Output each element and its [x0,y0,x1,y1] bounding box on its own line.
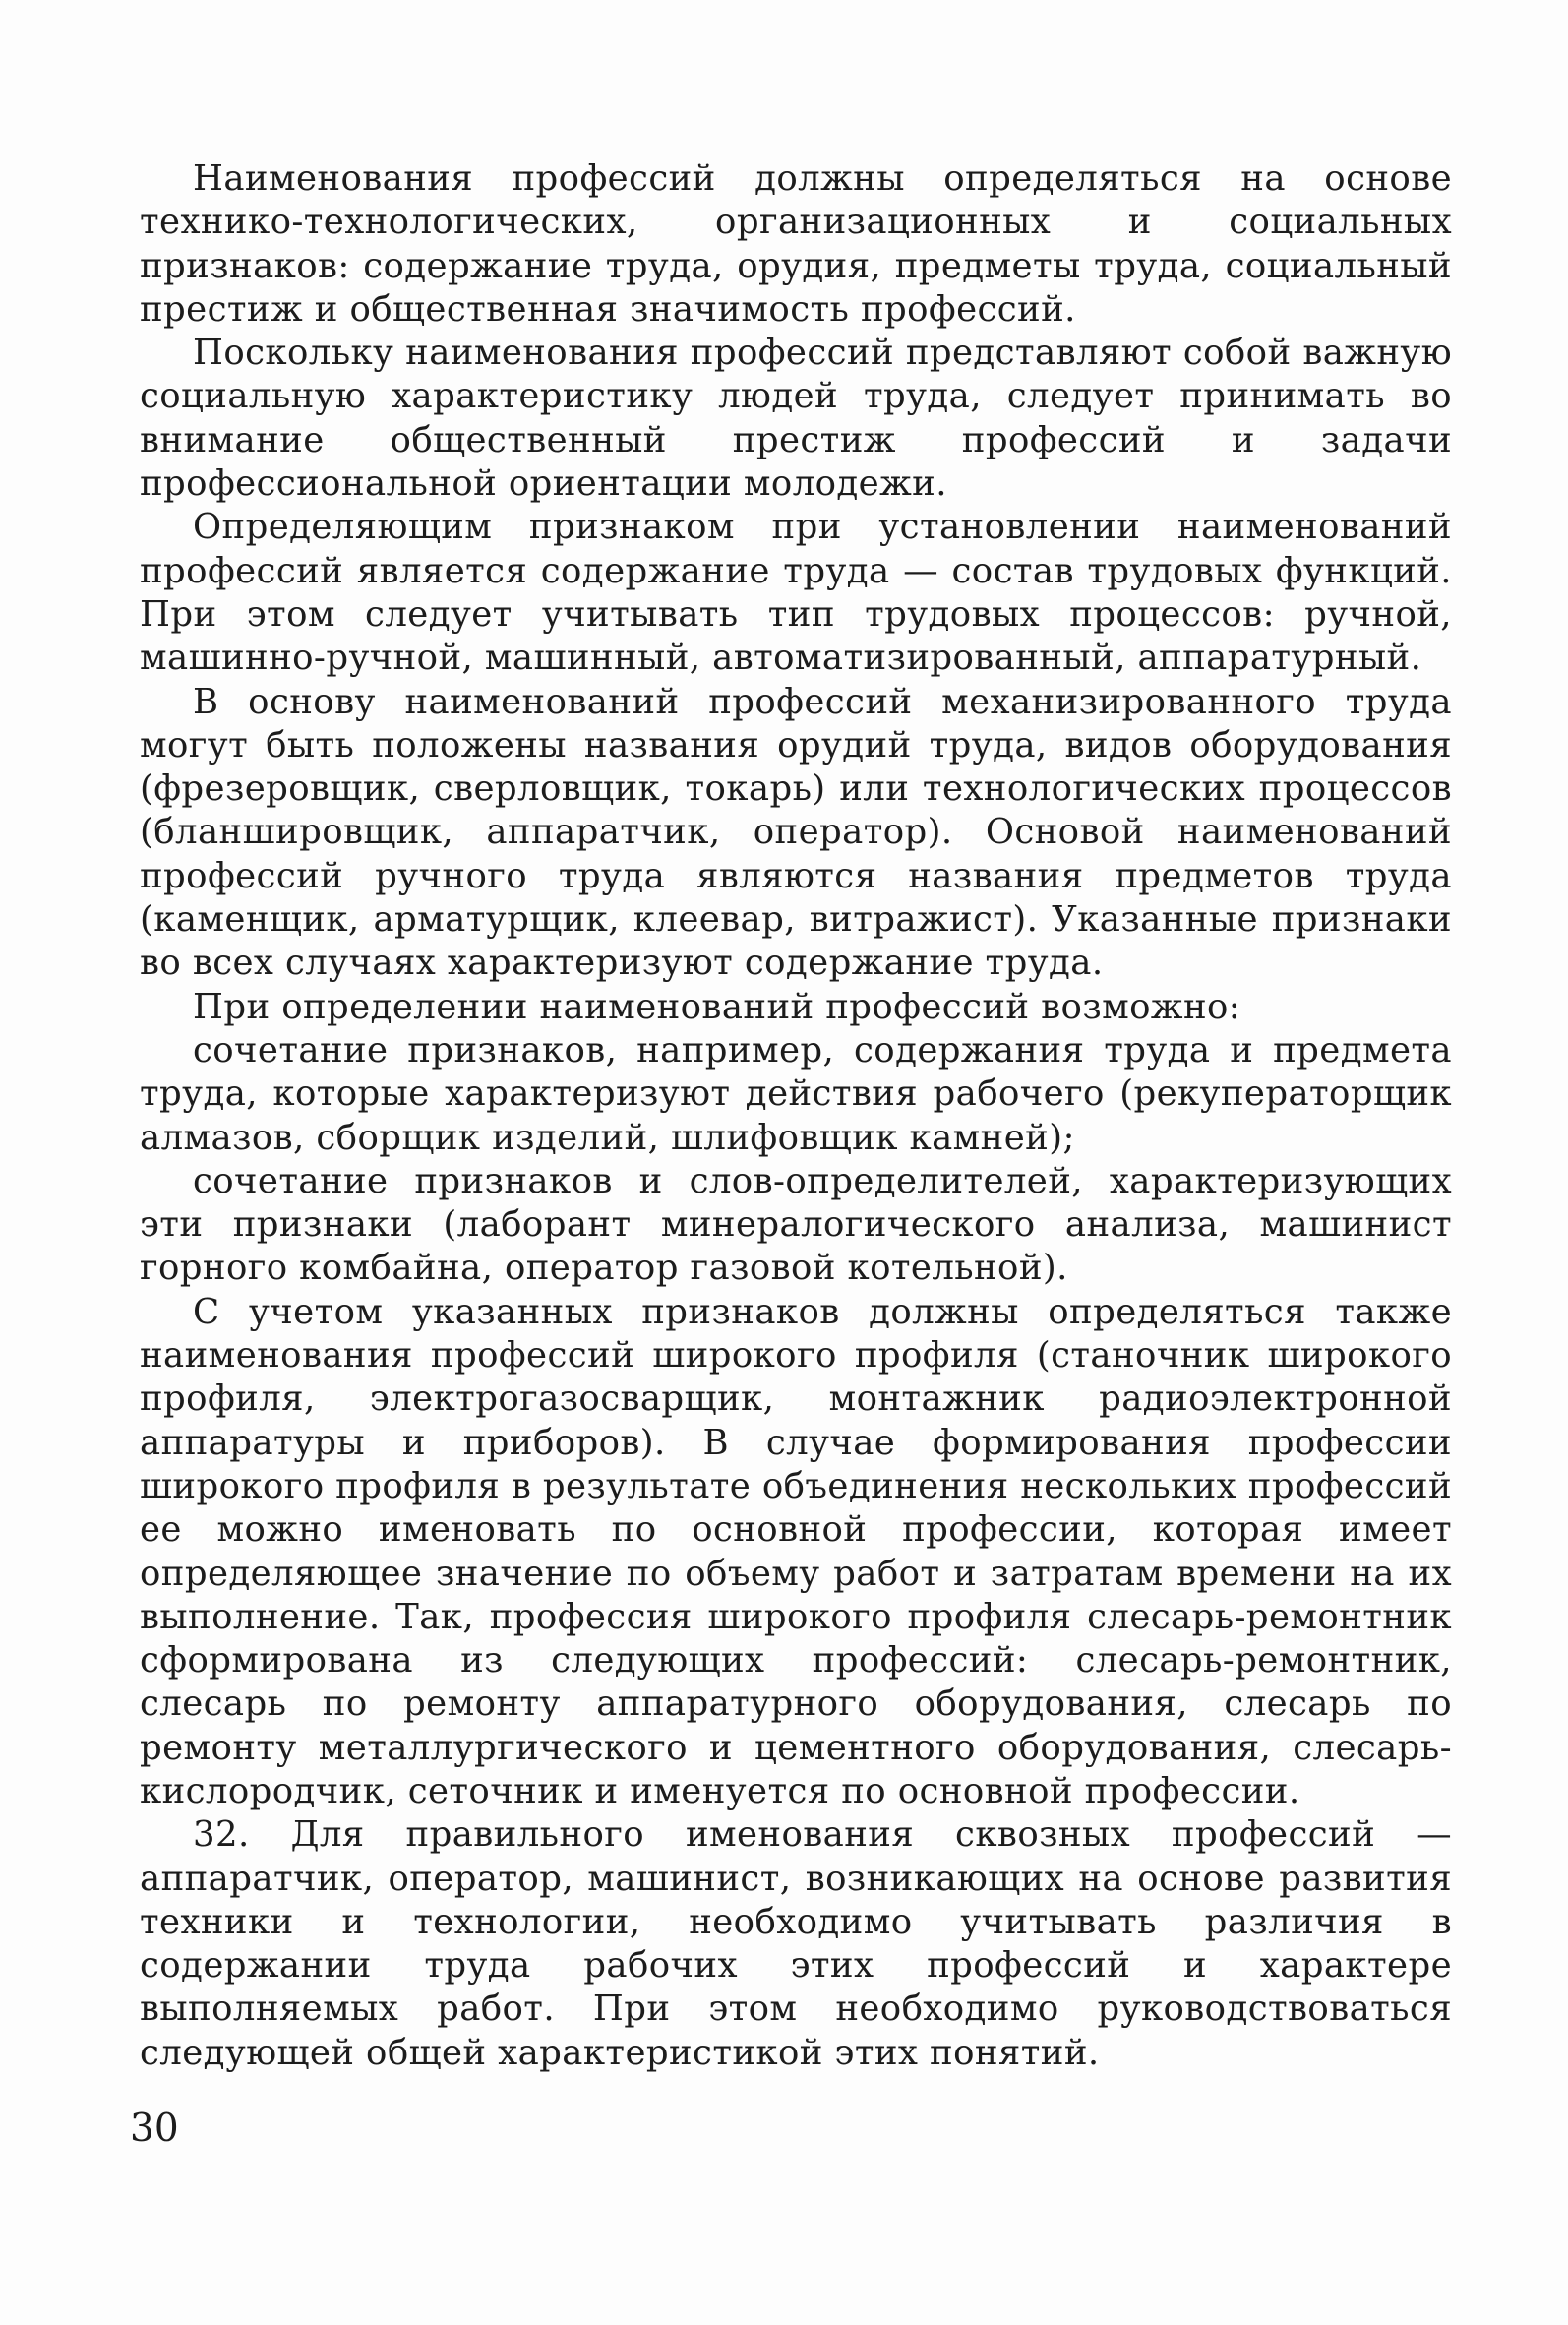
paragraph: С учетом указанных признаков должны определяться также наименования профессий широкого профиля (станочник широкого профиля, электрогазосварщик, монтажник радиоэлектронной аппаратуры и приборов). В случае формирования профессии широкого профиля в результате объединения нескольких профессий ее можно именовать по основной профессии, которая имеет определяющее значение по объему работ и затратам времени на их выполнение. Так, профессия широкого профиля слесарь-ремонтник сформирована из следующих профессий: слесарь-ремонтник, слесарь по ремонту аппаратурного оборудования, слесарь по ремонту металлургического и цементного оборудования, слесарь-кислородчик, сеточник и именуется по основной профессии. [140,1291,1453,1811]
paragraph: сочетание признаков и слов-определителей, характеризующих эти признаки (лаборант минералогического анализа, машинист горного комбайна, оператор газовой котельной). [140,1160,1452,1289]
paragraph: Поскольку наименования профессий представляют собой важную социальную характеристику людей труда, следует принимать во внимание общественный престиж профессий и задачи профессиональной ориентации молодежи. [140,333,1452,505]
body-text [140,157,1452,2075]
paragraph: 32. Для правильного именования сквозных профессий — аппаратчик, оператор, машинист, возникающих на основе развития техники и технологии, необходимо учитывать различия в содержании труда рабочих этих профессий и характере выполняемых работ. При этом необходимо руководствоваться следующей общей характеристикой этих понятий. [140,1814,1452,2073]
paragraph: При определении наименований профессий возможно: [193,986,1241,1027]
paragraph: Определяющим признаком при установлении наименований профессий является содержание труда — состав трудовых функций. При этом следует учитывать тип трудовых процессов: ручной, машинно-ручной, машинный, автоматизированный, аппаратурный. [140,507,1452,679]
page-number: 30 [130,2107,179,2151]
paragraph: В основу наименований профессий механизированного труда могут быть положены названия орудий труда, видов оборудования (фрезеровщик, сверловщик, токарь) или технологических процессов (бланшировщик, аппаратчик, оператор). Основой наименований профессий ручного труда являются названия предметов труда (каменщик, арматурщик, клеевар, витражист). Указанные признаки во всех случаях характеризуют содержание труда. [140,681,1452,984]
paragraph: сочетание признаков, например, содержания труда и предмета труда, которые характеризуют действия рабочего (рекуператорщик алмазов, сборщик изделий, шлифовщик камней); [140,1029,1452,1158]
paragraph: Наименования профессий должны определяться на основе технико-технологических, организационных и социальных признаков: содержание труда, орудия, предметы труда, социальный престиж и общественная значимость профессий. [140,158,1452,330]
